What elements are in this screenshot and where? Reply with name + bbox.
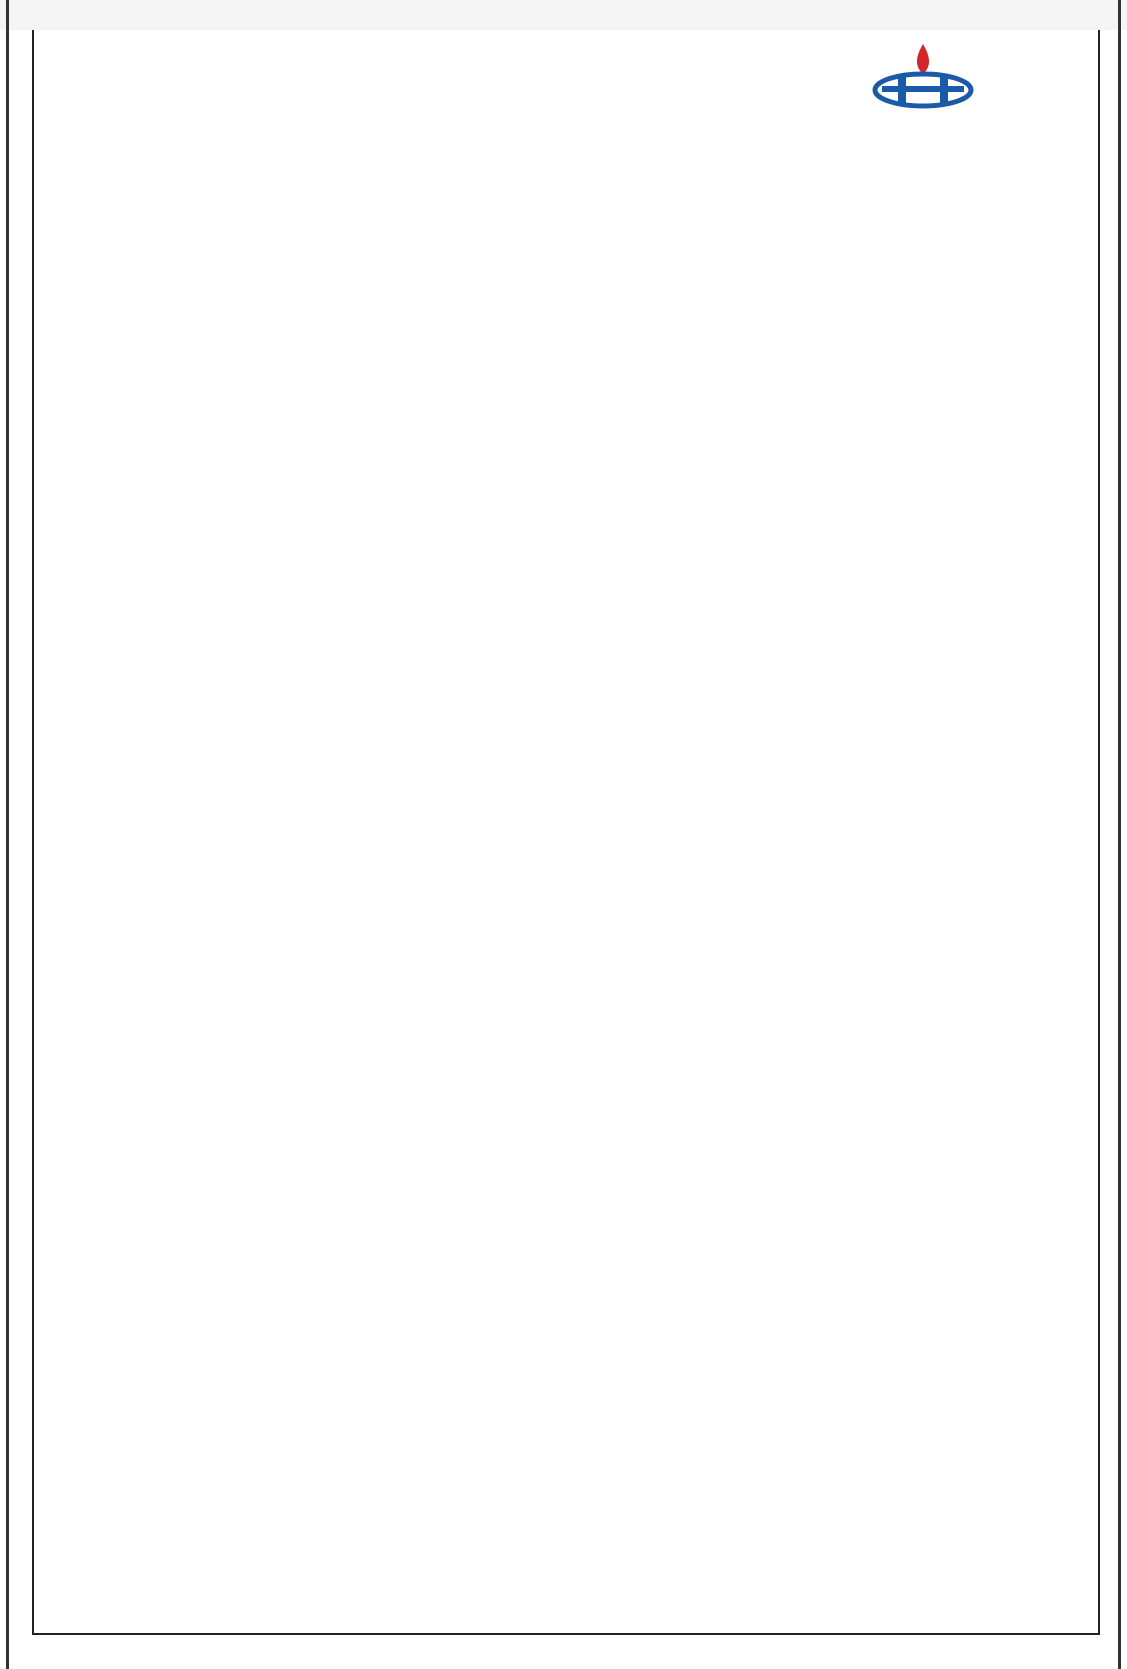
section-heading — [767, 995, 1070, 1017]
text-line — [313, 215, 1071, 235]
section-alef — [60, 148, 1070, 446]
tender-advertisement — [32, 30, 1100, 1635]
section-be — [60, 438, 1070, 736]
nioc-logo-icon — [868, 36, 978, 116]
text-line — [60, 1517, 1070, 1537]
publication-turn — [104, 108, 194, 134]
text-line — [60, 787, 1070, 807]
text-line — [60, 1161, 1070, 1181]
section-heading — [767, 720, 1070, 742]
website-link[interactable] — [360, 1557, 500, 1583]
website-link[interactable] — [870, 1557, 1010, 1583]
text-line — [60, 347, 1070, 367]
text-line — [313, 952, 1071, 972]
text-line — [60, 670, 1070, 690]
ad-call-number — [234, 102, 834, 150]
text-line — [60, 1095, 1070, 1115]
text-line — [60, 919, 1070, 939]
section-heading — [767, 148, 1070, 170]
text-line — [60, 380, 1070, 400]
text-line — [515, 182, 1071, 202]
text-line — [60, 505, 1070, 525]
text-line — [60, 637, 1070, 657]
text-line — [60, 1029, 1070, 1049]
section-heading — [767, 1450, 1070, 1472]
website-link[interactable] — [70, 1557, 210, 1583]
text-line — [313, 281, 1071, 301]
text-line — [60, 1359, 1070, 1379]
section-heading — [767, 438, 1070, 460]
text-line — [515, 413, 1071, 433]
text-line — [515, 314, 1071, 334]
text-line — [60, 1194, 1070, 1214]
section-pe — [60, 720, 1070, 1018]
text-line — [60, 886, 1070, 906]
text-line — [313, 604, 1071, 624]
ad-footer — [40, 1590, 1040, 1620]
title-block — [234, 40, 834, 150]
text-line — [60, 1227, 1070, 1247]
public-relations-signature — [130, 1590, 250, 1614]
text-line — [60, 1260, 1070, 1280]
text-line — [60, 1484, 1070, 1504]
text-line — [313, 571, 1071, 591]
ad-identifier — [560, 1596, 780, 1616]
text-line — [60, 1128, 1070, 1148]
text-line — [60, 538, 1070, 558]
section-te — [60, 995, 1070, 1491]
text-line — [60, 820, 1070, 840]
text-line — [60, 472, 1070, 492]
text-line — [60, 853, 1070, 873]
text-line — [60, 1326, 1070, 1346]
text-line — [60, 1392, 1070, 1412]
text-line — [313, 248, 1071, 268]
text-line — [60, 1425, 1070, 1445]
text-line — [60, 1293, 1070, 1313]
text-line — [60, 1062, 1070, 1082]
text-line — [515, 754, 1071, 774]
website-links — [40, 1557, 1040, 1587]
ad-title — [234, 40, 834, 88]
